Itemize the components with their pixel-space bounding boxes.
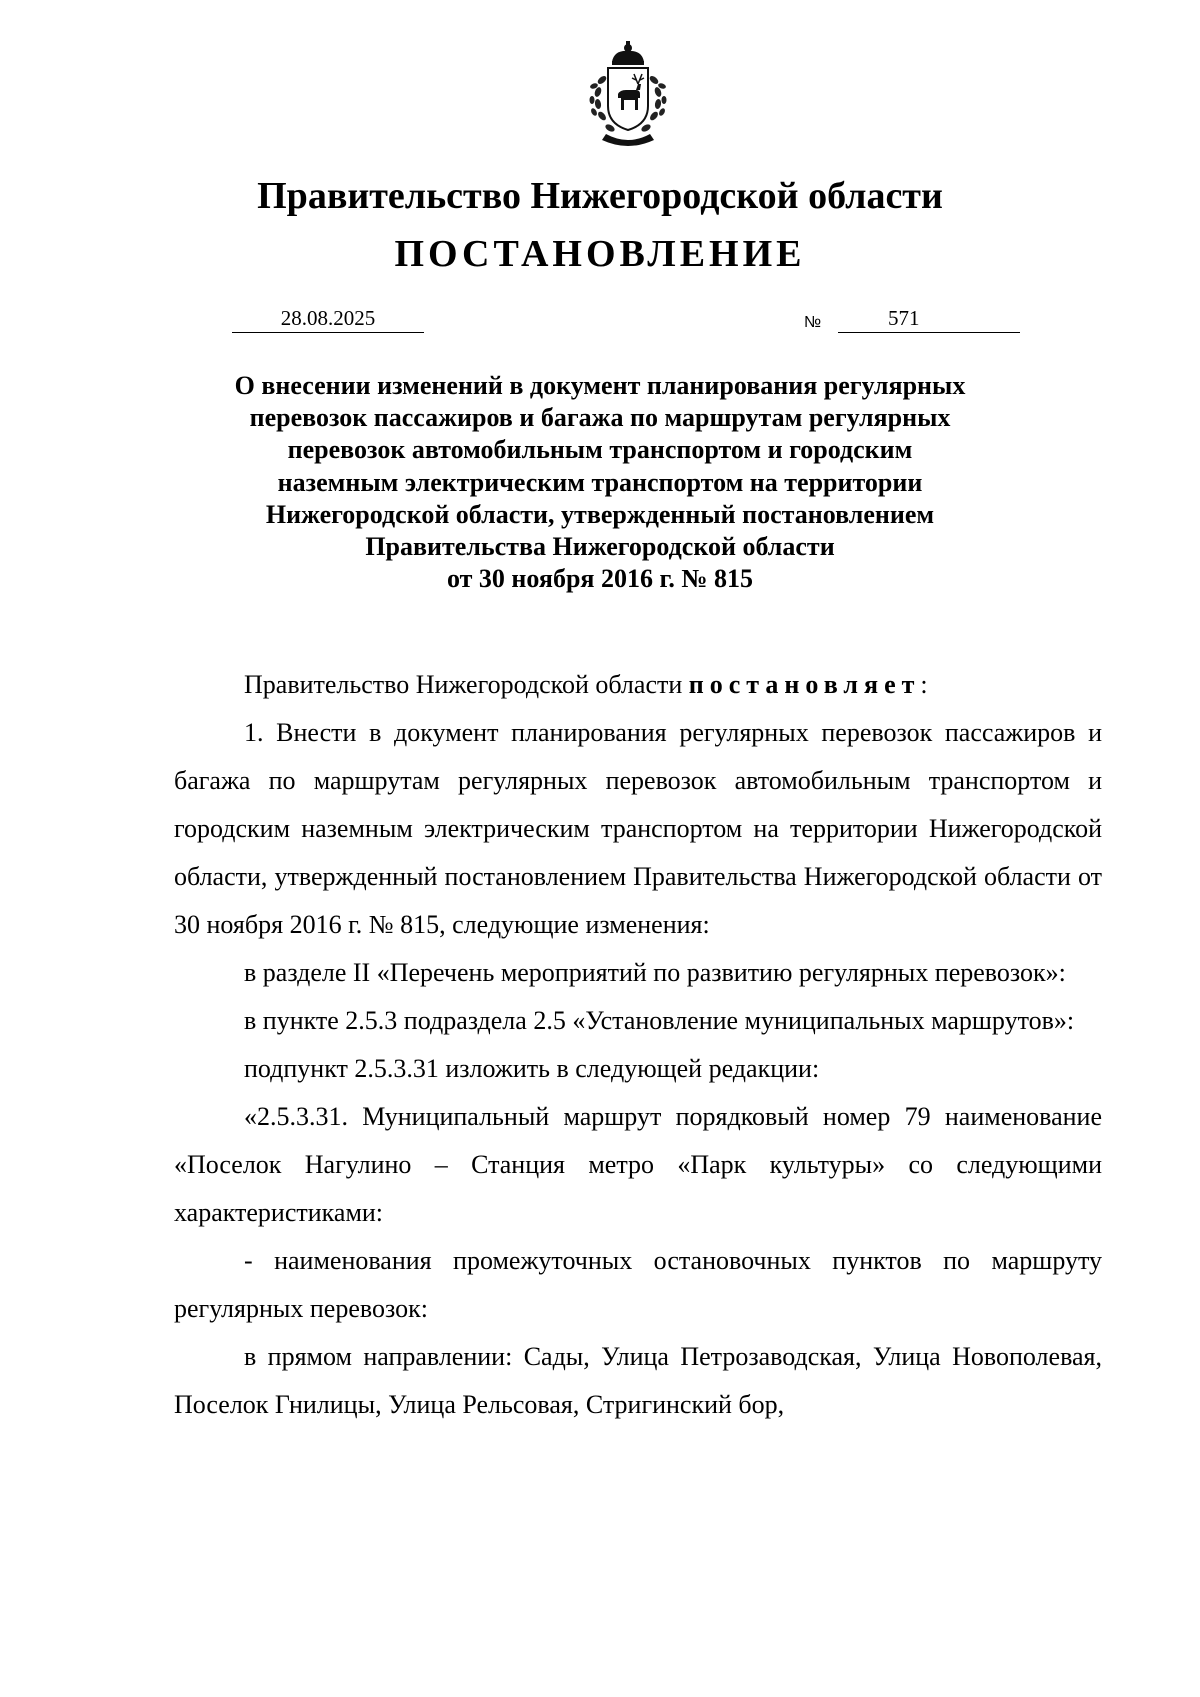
body-paragraph: в разделе II «Перечень мероприятий по развитию регулярных перевозок»:	[244, 958, 1066, 987]
body-paragraph: «2.5.3.31. Муниципальный маршрут порядковый номер 79 наименование «Поселок Нагулино – Станция метро «Парк культуры» со следующими характеристиками:	[174, 1102, 1102, 1227]
document-title	[160, 370, 1040, 595]
title-line: О внесении изменений в документ планирования регулярных	[234, 371, 966, 400]
decree-word: постановляет	[688, 670, 921, 699]
document-type: ПОСТАНОВЛЕНИЕ	[394, 233, 806, 275]
document-number-field	[838, 305, 1020, 333]
coat-of-arms-emblem-icon	[568, 40, 688, 152]
document-date: 28.08.2025	[232, 305, 424, 333]
intro-text: Правительство Нижегородской области	[244, 670, 689, 699]
intro-colon: :	[920, 670, 928, 699]
document-number: 571	[888, 306, 920, 330]
government-name: Правительство Нижегородской области	[257, 175, 943, 217]
body-paragraph: 1. Внести в документ планирования регулярных перевозок пассажиров и багажа по маршрутам регулярных перевозок автомобильным транспортом и городским наземным электрическим транспортом на территории Нижегородской области, утвержденный постановлением Правительства Нижегородской области от 30 ноября 2016 г. № 815, следующие изменения:	[174, 718, 1102, 939]
title-line: перевозок пассажиров и багажа по маршрутам регулярных	[249, 403, 951, 433]
body-paragraph: - наименования промежуточных остановочных пунктов по маршруту регулярных перевозок:	[174, 1246, 1102, 1323]
title-line: наземным электрическим транспортом на территории	[277, 467, 923, 497]
number-label: №	[804, 314, 822, 331]
title-line: от 30 ноября 2016 г. № 815	[446, 564, 753, 594]
title-line: Нижегородской области, утвержденный постановлением	[265, 499, 935, 529]
document-body	[174, 661, 1102, 1429]
body-paragraph: подпункт 2.5.3.31 изложить в следующей редакции:	[244, 1054, 820, 1083]
body-paragraph: в пункте 2.5.3 подраздела 2.5 «Установление муниципальных маршрутов»:	[244, 1006, 1075, 1035]
body-paragraph: в прямом направлении: Сады, Улица Петрозаводская, Улица Новополевая, Поселок Гнилицы, Улица Рельсовая, Стригинский бор,	[174, 1342, 1102, 1419]
title-line: Правительства Нижегородской области	[365, 532, 835, 562]
title-line: перевозок автомобильным транспортом и городским	[287, 435, 913, 465]
intro-paragraph	[174, 661, 1102, 709]
